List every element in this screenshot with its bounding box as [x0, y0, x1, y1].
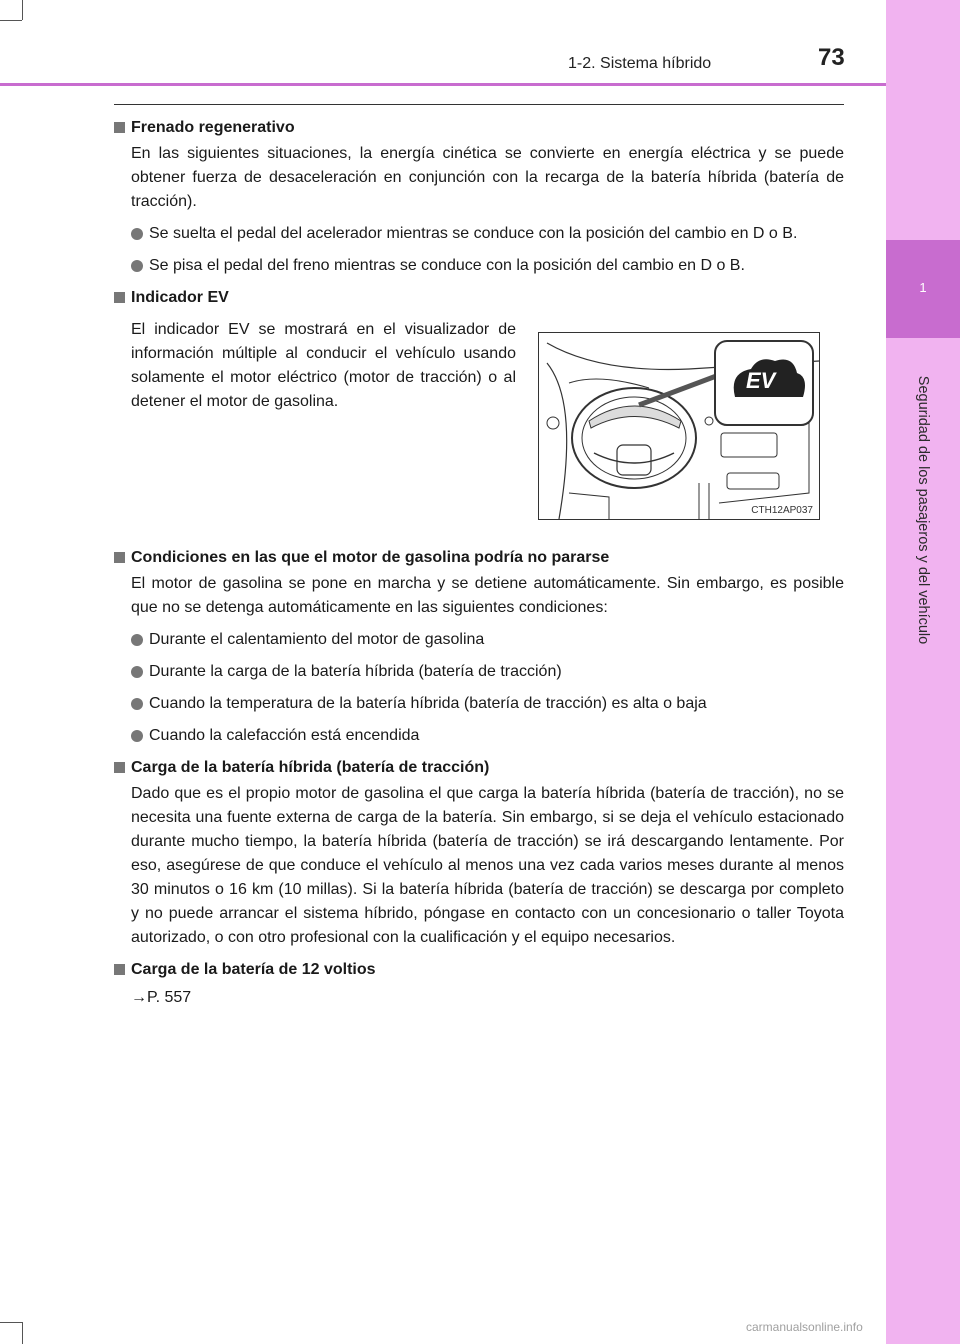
chapter-number-block	[886, 240, 960, 338]
section-body-indicador-ev: El indicador EV se mostrará en el visualizador de información múltiple al conducir el vehículo usando solamente el motor eléctrico (motor de tracción) o al detener el motor de gasolina.	[131, 321, 516, 410]
section-body-frenado: En las siguientes situaciones, la energía cinética se convierte en energía eléctrica y se puede obtener fuerza de desaceleración en conjunción con la recarga de la batería híbrida (batería de tracción).	[131, 145, 844, 210]
ev-indicator-block	[114, 318, 844, 546]
page-reference-link[interactable]: →P. 557	[131, 989, 192, 1006]
section-heading-condiciones: Condiciones en las que el motor de gasolina podría no pararse	[114, 546, 844, 570]
section-heading-frenado: Frenado regenerativo	[114, 116, 844, 140]
watermark: carmanualsonline.info	[746, 1320, 863, 1334]
chapter-number: 1	[919, 280, 927, 295]
crop-mark	[22, 1322, 23, 1344]
list-item: Cuando la calefacción está encendida	[131, 724, 844, 748]
section-body-carga-hibrida: Dado que es el propio motor de gasolina el que carga la batería híbrida (batería de tracción), no se necesita una fuente externa de carga de la batería. Sin embargo, si se deja el vehículo estacionado durante mucho tiempo, la batería híbrida (batería de tracción) se irá descargando lentamente. Por eso, asegúrese de que conduce el vehículo al menos una vez cada varios meses durante al menos 30 minutos o 16 km (10 millas). Si la batería híbrida (batería de tracción) se descarga por completo y no puede arrancar el sistema híbrido, póngase en contacto con un concesionario o taller Toyota autorizado, o con otro profesional con la cualificación y el equipo necesarios.	[131, 785, 844, 946]
list-item: Se suelta el pedal del acelerador mientras se conduce con la posición del cambio en D o B.	[131, 222, 844, 246]
crop-mark	[22, 0, 23, 20]
list-item: Se pisa el pedal del freno mientras se conduce con la posición del cambio en D o B.	[131, 254, 844, 278]
figure-code: CTH12AP037	[751, 505, 813, 516]
page-content	[114, 116, 844, 1010]
dashboard-illustration	[538, 332, 820, 520]
section-heading-indicador-ev: Indicador EV	[114, 286, 844, 310]
crop-mark	[0, 1322, 22, 1323]
chapter-title: Seguridad de los pasajeros y del vehículo	[915, 375, 931, 645]
header-rule	[0, 83, 886, 86]
header-section-title: 1-2. Sistema híbrido	[568, 55, 712, 72]
list-item: Cuando la temperatura de la batería híbrida (batería de tracción) es alta o baja	[131, 692, 844, 716]
section-heading-carga-hibrida: Carga de la batería híbrida (batería de tracción)	[114, 756, 844, 780]
crop-mark	[0, 20, 22, 21]
dashboard-drawing	[539, 333, 819, 519]
list-item: Durante la carga de la batería híbrida (batería de tracción)	[131, 660, 844, 684]
list-item: Durante el calentamiento del motor de gasolina	[131, 628, 844, 652]
ev-indicator-icon: EV	[746, 368, 776, 393]
section-heading-carga-12v: Carga de la batería de 12 voltios	[114, 958, 844, 982]
chapter-side-tab	[886, 0, 960, 1344]
page-number: 73	[818, 44, 845, 71]
section-body-condiciones: El motor de gasolina se pone en marcha y se detiene automáticamente. Sin embargo, es posible que no se detenga automáticamente en las siguientes condiciones:	[131, 575, 844, 616]
content-top-rule	[114, 104, 844, 105]
